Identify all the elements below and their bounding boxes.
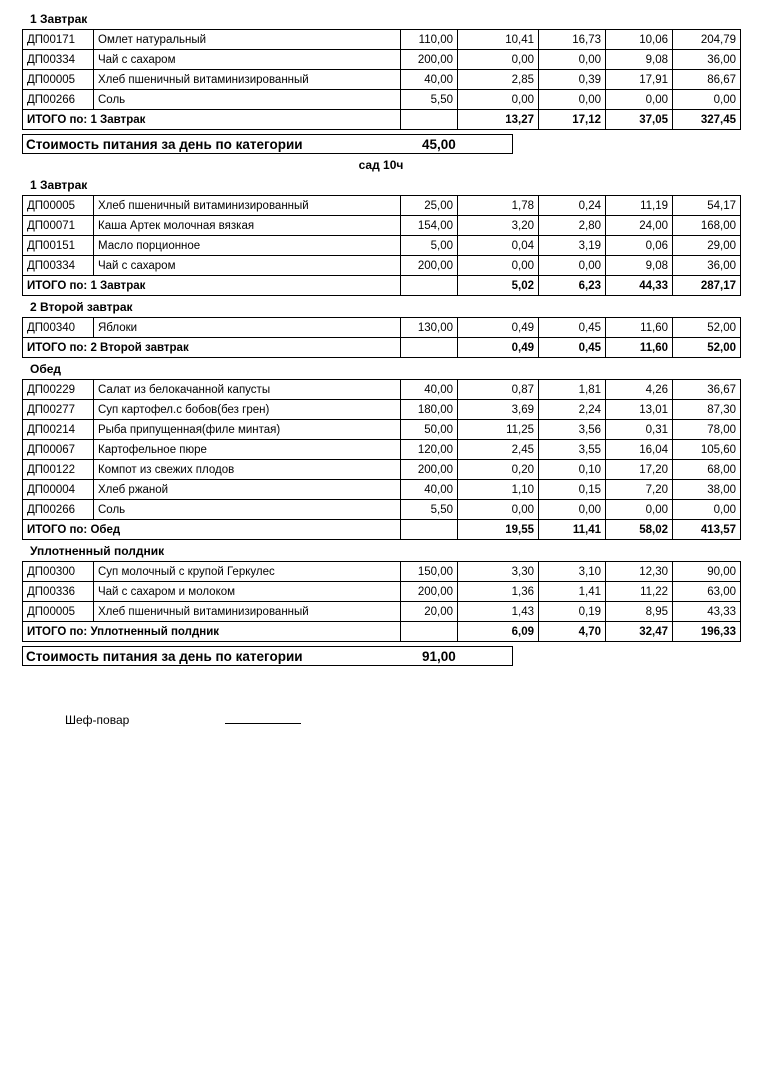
total-value-cell: 327,45 (673, 110, 741, 130)
meal-section-title: 1 Завтрак (30, 178, 88, 192)
daily-cost-value: 45,00 (422, 136, 456, 152)
dish-code-cell: ДП00005 (23, 196, 94, 216)
dish-code-cell: ДП00067 (23, 440, 94, 460)
total-qty-cell (401, 338, 458, 358)
dish-value-cell: 0,24 (539, 196, 606, 216)
dish-value-cell: 11,60 (606, 318, 673, 338)
dish-value-cell: 2,80 (539, 216, 606, 236)
dish-qty-cell: 20,00 (401, 602, 458, 622)
dish-qty-cell: 200,00 (401, 460, 458, 480)
dish-value-cell: 36,00 (673, 50, 741, 70)
dish-qty-cell: 150,00 (401, 562, 458, 582)
dish-code-cell: ДП00005 (23, 70, 94, 90)
dish-value-cell: 11,25 (458, 420, 539, 440)
dish-qty-cell: 25,00 (401, 196, 458, 216)
total-value-cell: 19,55 (458, 520, 539, 540)
dish-value-cell: 87,30 (673, 400, 741, 420)
dish-value-cell: 36,67 (673, 380, 741, 400)
daily-cost-row (22, 646, 513, 666)
dish-name-cell: Салат из белокачанной капусты (94, 380, 401, 400)
table-row (23, 582, 741, 602)
dish-value-cell: 0,04 (458, 236, 539, 256)
total-value-cell: 58,02 (606, 520, 673, 540)
dish-value-cell: 38,00 (673, 480, 741, 500)
table-row (23, 256, 741, 276)
table-row (23, 50, 741, 70)
total-value-cell: 13,27 (458, 110, 539, 130)
dish-code-cell: ДП00277 (23, 400, 94, 420)
dish-value-cell: 4,26 (606, 380, 673, 400)
dish-value-cell: 0,00 (539, 256, 606, 276)
total-value-cell: 287,17 (673, 276, 741, 296)
dish-qty-cell: 5,00 (401, 236, 458, 256)
dish-name-cell: Каша Артек молочная вязкая (94, 216, 401, 236)
total-value-cell: 4,70 (539, 622, 606, 642)
dish-value-cell: 0,00 (539, 50, 606, 70)
dish-qty-cell: 40,00 (401, 480, 458, 500)
total-value-cell: 32,47 (606, 622, 673, 642)
total-qty-cell (401, 276, 458, 296)
dish-value-cell: 0,00 (458, 256, 539, 276)
dish-code-cell: ДП00300 (23, 562, 94, 582)
daily-cost-value: 91,00 (422, 648, 456, 664)
dish-value-cell: 16,73 (539, 30, 606, 50)
report-body (22, 8, 740, 666)
daily-cost-label: Стоимость питания за день по категории (26, 648, 303, 664)
meal-section-title: Уплотненный полдник (30, 544, 165, 558)
total-label-cell: ИТОГО по: Обед (23, 520, 401, 540)
dish-value-cell: 7,20 (606, 480, 673, 500)
dish-value-cell: 0,19 (539, 602, 606, 622)
dish-qty-cell: 5,50 (401, 90, 458, 110)
dish-name-cell: Суп картофел.с бобов(без грен) (94, 400, 401, 420)
dish-code-cell: ДП00171 (23, 30, 94, 50)
dish-value-cell: 0,20 (458, 460, 539, 480)
total-qty-cell (401, 110, 458, 130)
dish-qty-cell: 5,50 (401, 500, 458, 520)
dish-name-cell: Рыба припущенная(филе минтая) (94, 420, 401, 440)
total-value-cell: 11,60 (606, 338, 673, 358)
meal-section-title: Обед (30, 362, 62, 376)
dish-value-cell: 204,79 (673, 30, 741, 50)
dish-name-cell: Чай с сахаром (94, 50, 401, 70)
section-total-row (23, 276, 741, 296)
dish-code-cell: ДП00004 (23, 480, 94, 500)
dish-value-cell: 36,00 (673, 256, 741, 276)
dish-value-cell: 17,91 (606, 70, 673, 90)
dish-value-cell: 2,24 (539, 400, 606, 420)
dish-name-cell: Омлет натуральный (94, 30, 401, 50)
dish-value-cell: 105,60 (673, 440, 741, 460)
dish-name-cell: Хлеб ржаной (94, 480, 401, 500)
dish-value-cell: 0,45 (539, 318, 606, 338)
dish-value-cell: 1,41 (539, 582, 606, 602)
dish-qty-cell: 180,00 (401, 400, 458, 420)
dish-name-cell: Чай с сахаром (94, 256, 401, 276)
total-value-cell: 11,41 (539, 520, 606, 540)
dish-value-cell: 16,04 (606, 440, 673, 460)
dish-code-cell: ДП00122 (23, 460, 94, 480)
meal-table (22, 29, 741, 130)
dish-qty-cell: 130,00 (401, 318, 458, 338)
meal-table (22, 195, 741, 296)
dish-value-cell: 3,19 (539, 236, 606, 256)
dish-value-cell: 0,00 (673, 500, 741, 520)
dish-value-cell: 68,00 (673, 460, 741, 480)
dish-code-cell: ДП00071 (23, 216, 94, 236)
dish-code-cell: ДП00334 (23, 256, 94, 276)
dish-value-cell: 86,67 (673, 70, 741, 90)
dish-value-cell: 0,00 (458, 50, 539, 70)
dish-value-cell: 1,81 (539, 380, 606, 400)
dish-value-cell: 11,19 (606, 196, 673, 216)
dish-value-cell: 9,08 (606, 256, 673, 276)
total-qty-cell (401, 520, 458, 540)
dish-name-cell: Соль (94, 90, 401, 110)
table-row (23, 70, 741, 90)
meal-section-title: 2 Второй завтрак (30, 300, 133, 314)
table-row (23, 318, 741, 338)
section-total-row (23, 338, 741, 358)
dish-value-cell: 0,00 (458, 90, 539, 110)
dish-value-cell: 12,30 (606, 562, 673, 582)
dish-name-cell: Хлеб пшеничный витаминизированный (94, 196, 401, 216)
dish-name-cell: Компот из свежих плодов (94, 460, 401, 480)
table-row (23, 30, 741, 50)
table-row (23, 602, 741, 622)
dish-value-cell: 0,87 (458, 380, 539, 400)
table-row (23, 420, 741, 440)
dish-value-cell: 24,00 (606, 216, 673, 236)
dish-code-cell: ДП00266 (23, 500, 94, 520)
table-row (23, 236, 741, 256)
dish-value-cell: 1,36 (458, 582, 539, 602)
signature-label: Шеф-повар (65, 713, 130, 727)
total-value-cell: 0,45 (539, 338, 606, 358)
table-row (23, 500, 741, 520)
total-qty-cell (401, 622, 458, 642)
dish-value-cell: 3,20 (458, 216, 539, 236)
category-header: сад 10ч (358, 158, 404, 172)
total-value-cell: 52,00 (673, 338, 741, 358)
dish-qty-cell: 40,00 (401, 70, 458, 90)
dish-value-cell: 0,00 (606, 500, 673, 520)
table-row (23, 216, 741, 236)
total-label-cell: ИТОГО по: 1 Завтрак (23, 110, 401, 130)
dish-value-cell: 0,00 (539, 500, 606, 520)
dish-value-cell: 0,00 (673, 90, 741, 110)
total-value-cell: 44,33 (606, 276, 673, 296)
dish-value-cell: 8,95 (606, 602, 673, 622)
dish-code-cell: ДП00214 (23, 420, 94, 440)
dish-value-cell: 1,43 (458, 602, 539, 622)
dish-name-cell: Суп молочный с крупой Геркулес (94, 562, 401, 582)
dish-qty-cell: 120,00 (401, 440, 458, 460)
table-row (23, 460, 741, 480)
table-row (23, 380, 741, 400)
dish-value-cell: 1,10 (458, 480, 539, 500)
dish-code-cell: ДП00229 (23, 380, 94, 400)
dish-value-cell: 0,00 (458, 500, 539, 520)
dish-value-cell: 17,20 (606, 460, 673, 480)
dish-qty-cell: 200,00 (401, 50, 458, 70)
dish-value-cell: 3,56 (539, 420, 606, 440)
table-row (23, 562, 741, 582)
dish-qty-cell: 154,00 (401, 216, 458, 236)
section-total-row (23, 110, 741, 130)
total-value-cell: 17,12 (539, 110, 606, 130)
total-value-cell: 6,09 (458, 622, 539, 642)
dish-name-cell: Яблоки (94, 318, 401, 338)
table-row (23, 90, 741, 110)
total-label-cell: ИТОГО по: Уплотненный полдник (23, 622, 401, 642)
dish-qty-cell: 200,00 (401, 582, 458, 602)
dish-value-cell: 10,41 (458, 30, 539, 50)
dish-value-cell: 3,30 (458, 562, 539, 582)
daily-cost-row (22, 134, 513, 154)
dish-value-cell: 54,17 (673, 196, 741, 216)
dish-code-cell: ДП00266 (23, 90, 94, 110)
table-row (23, 440, 741, 460)
table-row (23, 480, 741, 500)
dish-code-cell: ДП00336 (23, 582, 94, 602)
meal-table (22, 561, 741, 642)
dish-value-cell: 168,00 (673, 216, 741, 236)
dish-value-cell: 0,06 (606, 236, 673, 256)
total-label-cell: ИТОГО по: 1 Завтрак (23, 276, 401, 296)
dish-name-cell: Чай с сахаром и молоком (94, 582, 401, 602)
total-value-cell: 6,23 (539, 276, 606, 296)
dish-value-cell: 2,45 (458, 440, 539, 460)
dish-qty-cell: 40,00 (401, 380, 458, 400)
dish-value-cell: 0,39 (539, 70, 606, 90)
dish-value-cell: 2,85 (458, 70, 539, 90)
dish-value-cell: 52,00 (673, 318, 741, 338)
table-row (23, 400, 741, 420)
meal-table (22, 317, 741, 358)
dish-value-cell: 78,00 (673, 420, 741, 440)
meal-section-title: 1 Завтрак (30, 12, 88, 26)
dish-value-cell: 3,55 (539, 440, 606, 460)
total-value-cell: 5,02 (458, 276, 539, 296)
dish-qty-cell: 50,00 (401, 420, 458, 440)
dish-value-cell: 0,31 (606, 420, 673, 440)
dish-name-cell: Картофельное пюре (94, 440, 401, 460)
total-value-cell: 37,05 (606, 110, 673, 130)
signature-line (225, 712, 301, 724)
dish-value-cell: 3,69 (458, 400, 539, 420)
dish-value-cell: 0,10 (539, 460, 606, 480)
section-total-row (23, 622, 741, 642)
dish-name-cell: Хлеб пшеничный витаминизированный (94, 602, 401, 622)
dish-qty-cell: 110,00 (401, 30, 458, 50)
dish-value-cell: 1,78 (458, 196, 539, 216)
dish-value-cell: 0,49 (458, 318, 539, 338)
dish-value-cell: 29,00 (673, 236, 741, 256)
dish-value-cell: 10,06 (606, 30, 673, 50)
dish-value-cell: 0,15 (539, 480, 606, 500)
dish-name-cell: Соль (94, 500, 401, 520)
dish-code-cell: ДП00334 (23, 50, 94, 70)
table-row (23, 196, 741, 216)
total-value-cell: 0,49 (458, 338, 539, 358)
dish-name-cell: Масло порционное (94, 236, 401, 256)
dish-code-cell: ДП00151 (23, 236, 94, 256)
dish-value-cell: 13,01 (606, 400, 673, 420)
total-label-cell: ИТОГО по: 2 Второй завтрак (23, 338, 401, 358)
dish-value-cell: 90,00 (673, 562, 741, 582)
dish-value-cell: 0,00 (606, 90, 673, 110)
total-value-cell: 413,57 (673, 520, 741, 540)
total-value-cell: 196,33 (673, 622, 741, 642)
dish-value-cell: 9,08 (606, 50, 673, 70)
daily-cost-label: Стоимость питания за день по категории (26, 136, 303, 152)
signature-block (65, 712, 740, 727)
dish-value-cell: 43,33 (673, 602, 741, 622)
dish-value-cell: 3,10 (539, 562, 606, 582)
dish-code-cell: ДП00340 (23, 318, 94, 338)
dish-value-cell: 63,00 (673, 582, 741, 602)
dish-qty-cell: 200,00 (401, 256, 458, 276)
dish-value-cell: 11,22 (606, 582, 673, 602)
dish-code-cell: ДП00005 (23, 602, 94, 622)
section-total-row (23, 520, 741, 540)
dish-value-cell: 0,00 (539, 90, 606, 110)
meal-table (22, 379, 741, 540)
dish-name-cell: Хлеб пшеничный витаминизированный (94, 70, 401, 90)
